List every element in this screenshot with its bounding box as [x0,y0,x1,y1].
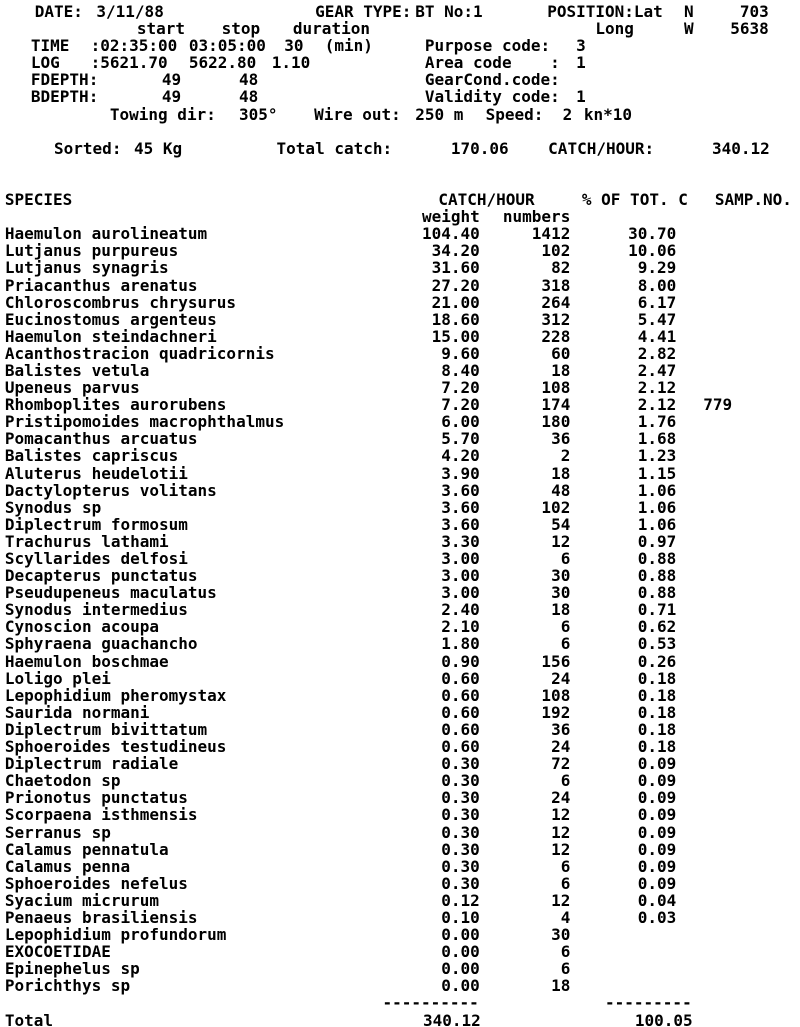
pct-total-rule: --------- [605,993,692,1013]
area-code-label: Area code : [424,53,560,73]
date-value: 3/11/88 [96,2,164,21]
total-catch-value: 170.06 [450,138,509,158]
species-row [2,738,800,755]
weight-cell: 2.10 [441,617,480,637]
time-stop-value: 03:05:00 [188,36,266,56]
numbers-cell: 6 [560,617,571,637]
pct-of-total-cell: 0.88 [637,583,677,603]
pct-of-total-cell: 0.09 [637,822,677,842]
log-stop-value: 5622.80 [188,53,257,73]
weight-cell: 3.30 [441,531,480,551]
species-name-cell: Sphoeroides testudineus [4,737,227,757]
species-column-header: SPECIES [4,190,73,210]
weight-cell: 0.60 [441,719,480,739]
weight-cell: 0.00 [441,959,480,979]
pct-of-total-cell: 2.12 [637,378,677,398]
numbers-cell: 30 [551,583,571,603]
pct-of-total-cell: 30.70 [628,224,677,244]
numbers-cell: 24 [551,668,571,688]
numbers-cell: 102 [541,241,571,261]
species-name-cell: Diplectrum bivittatum [4,719,208,739]
species-name-cell: EXOCOETIDAE [4,942,111,962]
numbers-cell: 318 [541,275,571,295]
species-name-cell: Lutjanus synagris [4,258,169,278]
pct-of-total-cell: 2.12 [637,395,677,415]
total-label: Total [4,1010,54,1027]
species-name-cell: Pomacanthus arcuatus [4,429,198,449]
total-line [2,1012,800,1027]
species-row [2,653,800,670]
weight-cell: 0.12 [441,890,480,910]
numbers-cell: 72 [551,754,571,774]
weight-cell: 6.00 [441,412,480,432]
purpose-code-label: Purpose code: [424,36,551,56]
species-name-cell: Aluterus heudelotii [4,463,188,483]
pct-of-total-cell: 0.09 [637,856,677,876]
weight-cell: 5.70 [441,429,480,449]
pct-of-total-cell: 0.18 [637,668,677,688]
area-code-value: 1 [576,53,586,73]
species-row [2,430,800,447]
pct-of-total-cell: 0.09 [637,754,677,774]
catch-per-hour-value: 340.12 [711,138,770,158]
weight-cell: 0.30 [441,822,480,842]
species-row [2,396,800,413]
weight-cell: 1.80 [441,634,480,654]
towing-dir-label: Towing dir: [109,104,216,124]
species-name-cell: Calamus pennatula [4,839,169,859]
pct-of-total-cell: 0.18 [637,737,677,757]
weight-cell: 3.00 [441,566,480,586]
species-name-cell: Lutjanus purpureus [4,241,179,261]
purpose-code-value: 3 [576,36,586,56]
species-row [2,721,800,738]
table-header-line-2 [2,208,800,225]
blank-line [2,123,800,140]
time-duration-value: 30 [284,36,304,56]
sample-no-column-header: SAMP.NO. [714,190,792,210]
duration-column-label: duration [292,19,370,39]
log-line [2,54,800,71]
total-pct-value: 100.05 [634,1010,693,1027]
pct-of-total-cell: 1.23 [637,446,677,466]
numbers-cell: 174 [541,395,571,415]
weight-cell: 7.20 [441,378,480,398]
species-name-cell: Synodus intermedius [4,600,188,620]
weight-cell: 0.30 [441,839,480,859]
weight-cell: 4.20 [441,446,480,466]
weight-cell: 3.00 [441,549,480,568]
species-row [2,704,800,721]
numbers-cell: 1412 [531,224,571,244]
pct-of-total-cell: 0.09 [637,771,677,791]
start-stop-duration-line [2,20,800,37]
pct-of-total-cell: 0.03 [637,907,677,927]
pct-of-total-cell: 0.09 [637,788,677,808]
numbers-cell: 6 [560,873,571,893]
blank-line [2,157,800,174]
weight-cell: 0.30 [441,873,480,893]
stop-column-label: stop [221,19,261,39]
species-name-cell: Trachurus lathami [4,531,169,551]
weight-cell: 0.30 [441,805,480,825]
sorted-label: Sorted: [54,138,122,158]
species-name-cell: Syacium micrurum [4,890,159,910]
species-row [2,977,800,994]
pct-of-total-cell: 0.62 [637,617,677,637]
pct-of-total-cell: 0.18 [637,702,677,722]
species-row [2,242,800,259]
numbers-cell: 156 [541,651,571,671]
date-label: DATE: [34,2,83,21]
weight-cell: 0.60 [441,685,480,705]
species-row [2,960,800,977]
numbers-cell: 30 [551,925,571,945]
species-name-cell: Pseudupeneus maculatus [4,583,217,603]
species-name-cell: Scorpaena isthmensis [4,805,198,825]
weight-cell: 3.90 [441,463,480,483]
table-header-line-1 [2,191,800,208]
numbers-cell: 4 [560,907,571,927]
numbers-cell: 12 [551,839,571,859]
numbers-cell: 18 [551,463,571,483]
weight-cell: 0.90 [441,651,480,671]
pct-of-total-cell: 0.88 [637,549,677,568]
weight-cell: 3.60 [441,480,480,500]
numbers-cell: 18 [551,360,571,380]
species-row [2,789,800,806]
species-name-cell: Epinephelus sp [4,959,140,979]
species-name-cell: Priacanthus arenatus [4,275,198,295]
species-row [2,806,800,823]
weight-cell: 15.00 [431,326,480,346]
species-name-cell: Diplectrum radiale [4,754,179,774]
weight-cell: 0.30 [441,788,480,808]
species-row [2,499,800,516]
pct-of-total-cell: 0.04 [637,890,677,910]
total-rule-line [2,994,800,1011]
numbers-cell: 2 [560,446,571,466]
pct-of-total-cell: 0.18 [637,719,677,739]
catch-hour-column-header: CATCH/HOUR [438,190,535,210]
species-name-cell: Acanthostracion quadricornis [4,343,275,363]
species-row [2,379,800,396]
pct-of-total-cell: 6.17 [637,292,677,312]
numbers-cell: 6 [560,634,571,654]
numbers-cell: 108 [541,685,571,705]
species-name-cell: Dactylopterus volitans [4,480,217,500]
species-name-cell: Haemulon boschmae [4,651,169,671]
weight-cell: 0.00 [441,942,480,962]
species-name-cell: Penaeus brasiliensis [4,907,198,927]
species-name-cell: Porichthys sp [4,976,131,996]
species-name-cell: Diplectrum formosum [4,514,188,534]
species-name-cell: Scyllarides delfosi [4,549,188,568]
lat-value: 703 [739,2,769,21]
weight-cell: 3.00 [441,583,480,603]
numbers-cell: 6 [560,549,571,568]
wire-out-value: 250 m [415,104,464,124]
numbers-cell: 12 [551,531,571,551]
species-row [2,447,800,464]
species-row [2,277,800,294]
numbers-cell: 12 [551,822,571,842]
weight-cell: 0.30 [441,754,480,774]
species-name-cell: Chloroscombrus chrysurus [4,292,237,312]
numbers-cell: 54 [551,514,571,534]
start-column-label: start [136,19,186,39]
numbers-cell: 264 [541,292,571,312]
position-label: POSITION:Lat [547,2,663,21]
pct-of-total-cell: 1.06 [637,497,677,517]
species-name-cell: Synodus sp [4,497,102,517]
species-name-cell: Rhomboplites aurorubens [4,395,227,415]
weight-cell: 8.40 [441,360,480,380]
species-name-cell: Pristipomoides macrophthalmus [4,412,285,432]
time-duration-unit: (min) [324,36,373,56]
numbers-cell: 18 [551,600,571,620]
species-name-cell: Haemulon steindachneri [4,326,217,346]
species-row [2,259,800,276]
species-row [2,618,800,635]
species-name-cell: Haemulon aurolineatum [4,224,208,244]
species-row [2,670,800,687]
lat-hemisphere: N [684,2,694,21]
towing-line [2,106,800,123]
gear-type-label: GEAR TYPE: [315,2,412,21]
numbers-cell: 102 [541,497,571,517]
summary-line [2,140,800,157]
species-row [2,413,800,430]
weight-cell: 0.10 [441,907,480,927]
fdepth-line [2,71,800,88]
towing-dir-value: 305° [238,104,278,124]
species-row [2,755,800,772]
total-catch-label: Total catch: [276,138,393,158]
long-value: 5638 [730,19,769,39]
numbers-cell: 192 [541,702,571,722]
species-row [2,584,800,601]
pct-of-total-cell: 0.26 [637,651,677,671]
catch-per-hour-label: CATCH/HOUR: [548,138,655,158]
pct-of-total-cell: 1.06 [637,514,677,534]
species-name-cell: Balistes capriscus [4,446,179,466]
weight-cell: 7.20 [441,395,480,415]
species-row [2,601,800,618]
bdepth-line [2,88,800,105]
pct-of-total-cell: 0.71 [637,600,677,620]
pct-of-total-cell: 0.09 [637,873,677,893]
species-name-cell: Lepophidium profundorum [4,925,227,945]
pct-of-total-cell: 0.09 [637,839,677,859]
pct-of-total-cell: 2.47 [637,360,677,380]
numbers-cell: 24 [551,788,571,808]
species-name-cell: Upeneus parvus [4,378,140,398]
species-name-cell: Cynoscion acoupa [4,617,159,637]
weight-cell: 0.60 [441,737,480,757]
weight-cell: 0.60 [441,702,480,722]
species-row [2,362,800,379]
species-name-cell: Balistes vetula [4,360,150,380]
species-row [2,345,800,362]
species-row [2,516,800,533]
numbers-cell: 82 [551,258,571,278]
wire-out-label: Wire out: [314,104,401,124]
numbers-cell: 6 [560,771,571,791]
pct-of-total-cell: 1.76 [637,412,677,432]
numbers-cell: 6 [560,959,571,979]
weight-cell: 27.20 [431,275,480,295]
pct-of-total-cell: 0.18 [637,685,677,705]
species-name-cell: Loligo plei [4,668,111,688]
species-name-cell: Sphoeroides nefelus [4,873,188,893]
weight-cell: 0.30 [441,856,480,876]
species-name-cell: Prionotus punctatus [4,788,188,808]
species-row [2,824,800,841]
numbers-cell: 108 [541,378,571,398]
species-row [2,926,800,943]
pct-of-total-cell: 5.47 [637,309,677,329]
numbers-cell: 60 [551,343,571,363]
species-row [2,567,800,584]
time-label: TIME [30,36,70,56]
weight-cell: 3.60 [441,514,480,534]
pct-of-total-cell: 4.41 [637,326,677,346]
numbers-column-header: numbers [502,207,571,227]
pct-of-total-cell: 0.97 [637,531,677,551]
long-label: Long [595,19,634,39]
weight-cell: 9.60 [441,343,480,363]
species-row [2,294,800,311]
weight-total-rule: ---------- [382,993,479,1013]
weight-column-header: weight [421,207,480,227]
speed-label: Speed: [485,104,544,124]
fdepth-start-value: 49 [161,70,182,90]
weight-cell: 3.60 [441,497,480,517]
pct-of-total-cell: 1.15 [637,463,677,483]
species-name-cell: Lepophidium pheromystax [4,685,227,705]
species-row [2,943,800,960]
weight-cell: 21.00 [431,292,480,312]
species-name-cell: Chaetodon sp [4,771,121,791]
species-row [2,225,800,242]
species-name-cell: Calamus penna [4,856,131,876]
time-line [2,37,800,54]
date-gear-position-line [2,3,800,20]
weight-cell: 104.40 [421,224,480,244]
pct-of-total-column-header: % OF TOT. C [581,190,688,210]
bdepth-start-value: 49 [161,87,182,107]
pct-of-total-cell: 8.00 [637,275,677,295]
blank-line [2,174,800,191]
bdepth-label: BDEPTH: [30,87,99,107]
weight-cell: 0.00 [441,925,480,945]
speed-value: 2 [562,104,573,124]
fdepth-label: FDEPTH: [30,70,99,90]
numbers-cell: 228 [541,326,571,346]
numbers-cell: 6 [560,856,571,876]
pct-of-total-cell: 0.09 [637,805,677,825]
species-row [2,841,800,858]
time-start-value: :02:35:00 [90,36,178,56]
weight-cell: 0.00 [441,976,480,996]
pct-of-total-cell: 10.06 [628,241,677,261]
sorted-value: 45 Kg [133,138,183,158]
pct-of-total-cell: 0.53 [637,634,677,654]
pct-of-total-cell: 9.29 [637,258,677,278]
pct-of-total-cell: 1.06 [637,480,677,500]
long-hemisphere: W [684,19,694,39]
numbers-cell: 30 [551,566,571,586]
numbers-cell: 6 [560,942,571,962]
species-row [2,482,800,499]
pct-of-total-cell: 0.88 [637,566,677,586]
bdepth-stop-value: 48 [238,87,259,107]
numbers-cell: 180 [541,412,571,432]
log-duration-value: 1.10 [271,53,311,73]
fdepth-stop-value: 48 [238,70,259,90]
species-row [2,311,800,328]
total-weight-value: 340.12 [422,1010,481,1027]
numbers-cell: 312 [541,309,571,329]
weight-cell: 0.30 [441,771,480,791]
weight-cell: 2.40 [441,600,480,620]
species-row [2,687,800,704]
species-row [2,465,800,482]
validity-code-label: Validity code: [424,87,560,107]
species-row [2,550,800,567]
species-name-cell: Serranus sp [4,822,111,842]
weight-cell: 0.60 [441,668,480,688]
weight-cell: 18.60 [431,309,480,329]
species-rows [2,225,800,994]
weight-cell: 31.60 [431,258,480,278]
species-name-cell: Eucinostomus argenteus [4,309,217,329]
validity-code-value: 1 [576,87,586,107]
numbers-cell: 36 [551,719,571,739]
species-row [2,858,800,875]
species-row [2,875,800,892]
species-name-cell: Saurida normani [4,702,150,722]
species-row [2,772,800,789]
species-row [2,892,800,909]
numbers-cell: 24 [551,737,571,757]
species-row [2,533,800,550]
speed-unit: kn*10 [583,104,632,124]
numbers-cell: 12 [551,890,571,910]
species-name-cell: Decapterus punctatus [4,566,198,586]
sample-no-cell: 779 [703,395,733,415]
species-row [2,635,800,652]
pct-of-total-cell: 1.68 [637,429,677,449]
gear-type-value: BT No:1 [415,2,483,21]
species-row [2,328,800,345]
numbers-cell: 36 [551,429,571,449]
pct-of-total-cell: 2.82 [637,343,677,363]
weight-cell: 34.20 [431,241,480,261]
gearcond-code-label: GearCond.code: [424,70,560,90]
species-row [2,909,800,926]
numbers-cell: 12 [551,805,571,825]
species-name-cell: Sphyraena guachancho [4,634,198,654]
log-start-value: :5621.70 [90,53,168,73]
numbers-cell: 18 [551,976,571,996]
numbers-cell: 48 [551,480,571,500]
log-label: LOG [30,53,60,73]
